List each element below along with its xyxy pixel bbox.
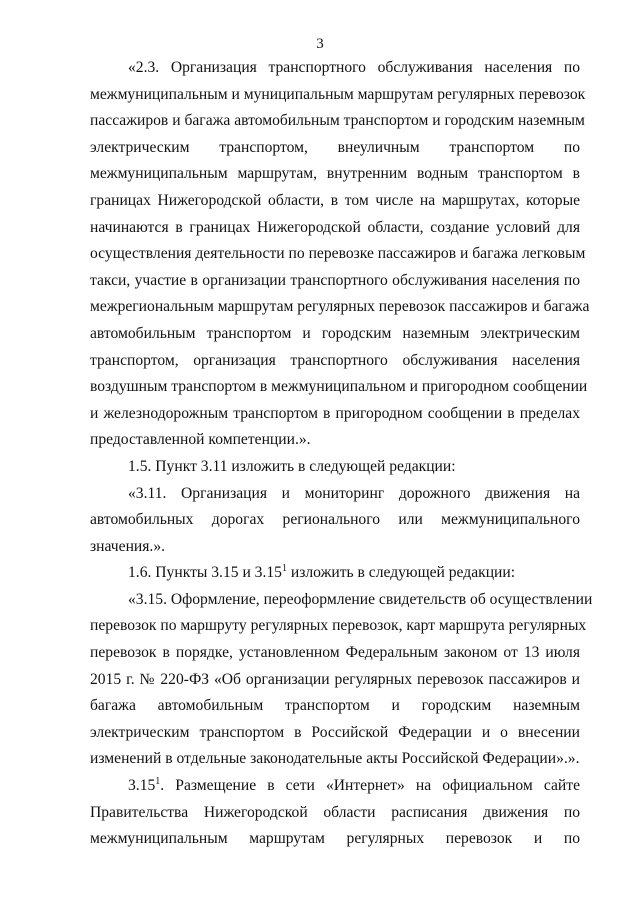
- text-line: такси, участие в организации транспортного обслуживания населения по: [90, 271, 580, 289]
- text-line: начинаются в границах Нижегородской области, создание условий для: [90, 218, 580, 236]
- text-fragment: 1.6. Пункты 3.15 и 3.15: [128, 564, 282, 582]
- text-line: границах Нижегородской области, в том числе на маршрутах, которые: [90, 191, 580, 209]
- text-line: межмуниципальным и муниципальным маршрутам регулярных перевозок: [90, 85, 586, 103]
- text-line: пассажиров и багажа автомобильным транспортом и городским наземным: [90, 112, 585, 130]
- paragraph-3-15-1: [90, 773, 580, 853]
- paragraph-1-5: [90, 454, 580, 481]
- text-fragment: изложить в следующей редакции:: [286, 564, 516, 582]
- paragraph-3-11: [90, 481, 580, 561]
- text-line: межмуниципальным маршрутам, внутренним водным транспортом в: [90, 165, 580, 183]
- text-line: перевозок в порядке, установленном Федеральным законом от 13 июля: [90, 644, 580, 662]
- text-line: Правительства Нижегородской области расписания движения по: [90, 803, 580, 821]
- text-line: багажа автомобильным транспортом и городским наземным: [90, 697, 580, 715]
- text-line: «2.3. Организация транспортного обслуживания населения по: [128, 59, 580, 76]
- text-fragment: . Размещение в сети «Интернет» на официальном сайте: [160, 777, 580, 795]
- paragraph-1-6: [90, 560, 580, 587]
- text-line: предоставленной компетенции.».: [90, 431, 311, 449]
- text-fragment: 3.15: [128, 777, 156, 795]
- text-line: межмуниципальным маршрутам регулярных перевозок и по: [90, 830, 580, 848]
- text-line: автомобильным транспортом и городским наземным электрическим: [90, 324, 580, 342]
- text-line: «3.11. Организация и мониторинг дорожного движения на: [128, 484, 580, 502]
- paragraph-3-15: [90, 587, 593, 773]
- text-line: «3.15. Оформление, переоформление свидетельств об осуществлении: [128, 590, 593, 608]
- text-line: перевозок по маршруту регулярных перевозок, карт маршрута регулярных: [90, 617, 587, 635]
- text-line: электрическим транспортом, внеуличным транспортом по: [90, 138, 580, 156]
- superscript: 1: [281, 563, 287, 575]
- text-line: осуществления деятельности по перевозке пассажиров и багажа легковым: [90, 245, 586, 263]
- document-body: [90, 55, 593, 853]
- text-line: транспортом, организация транспортного обслуживания населения: [90, 351, 580, 369]
- page-number: 3: [316, 36, 324, 52]
- text-line: и железнодорожным транспортом в пригородном сообщении в пределах: [90, 404, 580, 422]
- text-line: электрическим транспортом в Российской Федерации и о внесении: [90, 723, 580, 741]
- superscript: 1: [155, 776, 161, 788]
- text-line: изменений в отдельные законодательные акты Российской Федерации».».: [90, 750, 580, 768]
- text-line: 1.5. Пункт 3.11 изложить в следующей редакции:: [128, 457, 456, 475]
- paragraph-2-3: [90, 55, 590, 454]
- text-line: [90, 560, 580, 587]
- text-line: [90, 773, 580, 800]
- text-line: межрегиональным маршрутам регулярных перевозок пассажиров и багажа: [90, 298, 590, 316]
- text-line: автомобильных дорогах регионального или межмуниципального: [90, 511, 580, 529]
- text-line: воздушным транспортом в межмуниципальном и пригородном сообщении: [90, 378, 588, 396]
- text-line: 2015 г. № 220-ФЗ «Об организации регулярных перевозок пассажиров и: [90, 670, 580, 688]
- text-line: значения.».: [90, 537, 166, 555]
